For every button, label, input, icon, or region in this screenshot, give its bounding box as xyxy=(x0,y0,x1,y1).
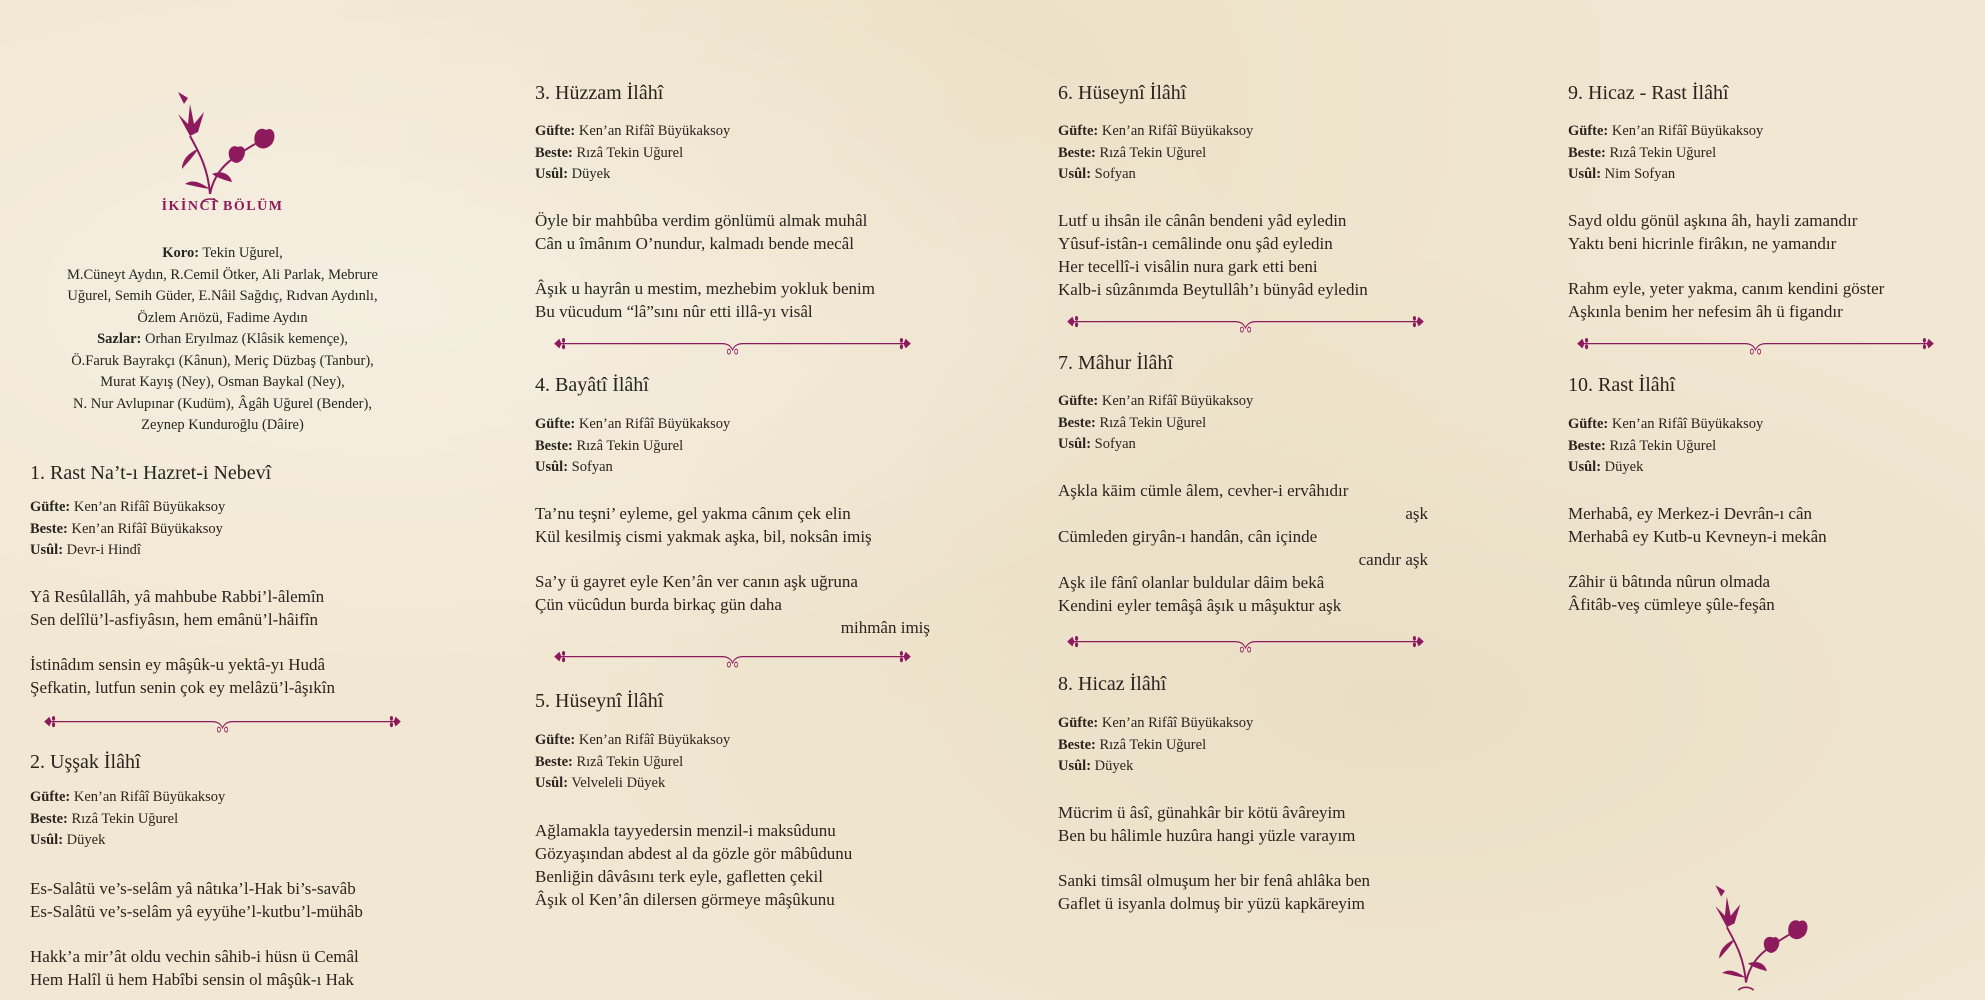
verse-line: Merhabâ, ey Merkez-i Devrân-ı cân xyxy=(1568,504,1813,523)
verse-line: Her tecellî-i visâlin nura gark etti beni xyxy=(1058,257,1318,276)
piece-verses xyxy=(1058,209,1368,301)
verse-line: Aşkınla benim her nefesim âh ü figandır xyxy=(1568,302,1843,321)
verse-line: Benliğin dâvâsını terk eyle, gafletten çekil xyxy=(535,867,823,886)
beste-label: Beste: xyxy=(1058,736,1096,753)
beste-value: Rızâ Tekin Uğurel xyxy=(67,810,179,827)
usul-value: Sofyan xyxy=(1091,436,1136,452)
verse-line: Bu vücudum “lâ”sını nûr etti illâ-yı visâl xyxy=(535,302,813,321)
column-1 xyxy=(30,0,415,1000)
beste-label: Beste: xyxy=(1568,144,1606,161)
piece-title: 10. Rast İlâhî xyxy=(1568,374,1676,396)
sazlar-lead: Orhan Eryılmaz (Klâsik kemençe), xyxy=(141,331,348,347)
verse-line: Hakk’a mir’ât oldu vechin sâhib-i hüsn ü Cemâl xyxy=(30,947,359,966)
verse-line: Ben bu hâlimle huzûra hangi yüzle varayım xyxy=(1058,826,1356,845)
verse-line: Ta’nu teşni’ eyleme, gel yakma cânım çek elin xyxy=(535,504,851,523)
verse-line: Es-Salâtü ve’s-selâm yâ eyyühe’l-kutbu’l-mühâb xyxy=(30,902,363,921)
beste-value: Rızâ Tekin Uğurel xyxy=(572,437,684,454)
piece-title: 6. Hüseynî İlâhî xyxy=(1058,82,1187,104)
piece-verses xyxy=(1568,502,1827,616)
verse-line: Çün vücûdun burda birkaç gün daha xyxy=(535,595,782,614)
verse-line: Âfitâb-veş cümleye şûle-feşân xyxy=(1568,595,1775,614)
flower-ornament-icon xyxy=(160,74,280,206)
ornamental-divider-icon xyxy=(550,647,915,671)
beste-value: Rızâ Tekin Uğurel xyxy=(1095,144,1207,161)
beste-value: Rızâ Tekin Uğurel xyxy=(1605,144,1717,161)
beste-value: Rızâ Tekin Uğurel xyxy=(572,144,684,161)
gufte-value: Ken’an Rifâî Büyükaksoy xyxy=(575,732,731,748)
beste-value: Rızâ Tekin Uğurel xyxy=(572,753,684,770)
gufte-label: Güfte: xyxy=(30,789,71,805)
gufte-label: Güfte: xyxy=(535,732,576,748)
piece-verses xyxy=(30,585,335,699)
gufte-value: Ken’an Rifâî Büyükaksoy xyxy=(70,499,226,515)
gufte-label: Güfte: xyxy=(1568,416,1609,432)
koro-label: Koro: xyxy=(162,245,200,261)
verse-line: Es-Salâtü ve’s-selâm yâ nâtıka’l-Hak bi’s-savâb xyxy=(30,879,356,898)
koro-lead: Tekin Uğurel, xyxy=(199,245,283,261)
usul-label: Usûl: xyxy=(535,775,569,791)
sazlar-line: N. Nur Avlupınar (Kudüm), Âgâh Uğurel (Bender), xyxy=(73,395,372,412)
usul-value: Düyek xyxy=(63,832,106,848)
verse-line: Şefkatin, lutfun senin çok ey melâzü’l-âşıkîn xyxy=(30,678,335,697)
usul-label: Usûl: xyxy=(1058,166,1092,182)
column-3 xyxy=(1058,0,1428,1000)
verse-line: Rahm eyle, yeter yakma, canım kendini göster xyxy=(1568,279,1885,298)
gufte-label: Güfte: xyxy=(535,416,576,432)
verse-line: candır aşk xyxy=(1358,550,1428,569)
gufte-value: Ken’an Rifâî Büyükaksoy xyxy=(1098,715,1254,731)
verse-line: Sa’y ü gayret eyle Ken’ân ver canın aşk uğruna xyxy=(535,572,858,591)
verse-line: Cümleden giryân-ı handân, cân içinde xyxy=(1058,527,1318,546)
beste-label: Beste: xyxy=(535,437,573,454)
verse-line: Sayd oldu gönül aşkına âh, hayli zamandır xyxy=(1568,211,1858,230)
verse-line: mihmân imiş xyxy=(840,618,930,637)
verse-line: Hem Halîl ü hem Habîbi sensin ol mâşûk-ı Hak xyxy=(30,970,354,989)
piece-credits xyxy=(1568,121,1763,186)
usul-label: Usûl: xyxy=(1058,436,1092,452)
usul-value: Nim Sofyan xyxy=(1601,166,1676,182)
piece-title: 2. Uşşak İlâhî xyxy=(30,751,141,773)
verse-line: Öyle bir mahbûba verdim gönlümü almak muhâl xyxy=(535,211,868,230)
gufte-value: Ken’an Rifâî Büyükaksoy xyxy=(1608,123,1764,139)
part-heading: İKİNCİ BÖLÜM xyxy=(161,199,284,214)
piece-verses xyxy=(1058,479,1428,617)
usul-label: Usûl: xyxy=(1568,166,1602,182)
piece-verses xyxy=(535,819,852,911)
flower-ornament-icon xyxy=(1698,868,1813,994)
beste-value: Rızâ Tekin Uğurel xyxy=(1095,414,1207,431)
verse-line: Âşık ol Ken’ân dilersen görmeye mâşûkunu xyxy=(535,890,835,909)
beste-label: Beste: xyxy=(1058,414,1096,431)
gufte-value: Ken’an Rifâî Büyükaksoy xyxy=(1098,393,1254,409)
koro-line: Özlem Arıözü, Fadime Aydın xyxy=(137,309,308,326)
verse-line: Lutf u ihsân ile cânân bendeni yâd eyledin xyxy=(1058,211,1347,230)
gufte-value: Ken’an Rifâî Büyükaksoy xyxy=(575,416,731,432)
usul-value: Devr-i Hindî xyxy=(63,542,141,558)
piece-title: 4. Bayâtî İlâhî xyxy=(535,374,649,396)
usul-label: Usûl: xyxy=(1058,758,1092,774)
verse-line: Zâhir ü bâtında nûrun olmada xyxy=(1568,572,1771,591)
verse-line: Merhabâ ey Kutb-u Kevneyn-i mekân xyxy=(1568,527,1827,546)
piece-verses xyxy=(30,877,363,991)
gufte-value: Ken’an Rifâî Büyükaksoy xyxy=(575,123,731,139)
beste-label: Beste: xyxy=(30,520,68,537)
beste-value: Rızâ Tekin Uğurel xyxy=(1605,437,1717,454)
verse-line: Cân u îmânım O’nundur, kalmadı bende mecâl xyxy=(535,234,854,253)
verse-line: Mücrim ü âsî, günahkâr bir kötü âvâreyim xyxy=(1058,803,1346,822)
choir-credits xyxy=(30,243,415,437)
ornamental-divider-icon xyxy=(1063,312,1428,336)
usul-value: Sofyan xyxy=(568,459,613,475)
beste-label: Beste: xyxy=(535,753,573,770)
gufte-value: Ken’an Rifâî Büyükaksoy xyxy=(70,789,226,805)
koro-line: M.Cüneyt Aydın, R.Cemil Ötker, Ali Parlak, Mebrure xyxy=(66,266,378,283)
sazlar-label: Sazlar: xyxy=(97,331,142,347)
verse-line: Gözyaşından abdest al da gözle gör mâbûdunu xyxy=(535,844,853,863)
sazlar-line: Murat Kayış (Ney), Osman Baykal (Ney), xyxy=(100,374,345,390)
verse-line: Yaktı beni hicrinle firâkın, ne yamandır xyxy=(1568,234,1837,253)
piece-title: 5. Hüseynî İlâhî xyxy=(535,690,664,712)
verse-line: Sanki timsâl olmuşum her bir fenâ ahlâka ben xyxy=(1058,871,1371,890)
beste-label: Beste: xyxy=(535,144,573,161)
beste-label: Beste: xyxy=(1058,144,1096,161)
verse-line: Yâ Resûlallâh, yâ mahbube Rabbi’l-âlemîn xyxy=(30,587,325,606)
beste-label: Beste: xyxy=(30,810,68,827)
gufte-label: Güfte: xyxy=(535,123,576,139)
column-4 xyxy=(1568,0,1948,1000)
usul-value: Sofyan xyxy=(1091,166,1136,182)
usul-value: Düyek xyxy=(1601,459,1644,475)
verse-line: Ağlamakla tayyedersin menzil-i maksûdunu xyxy=(535,821,836,840)
gufte-label: Güfte: xyxy=(1058,123,1099,139)
gufte-value: Ken’an Rifâî Büyükaksoy xyxy=(1608,416,1764,432)
verse-line: Gaflet ü isyanla dolmuş bir yüzü kapkāreyim xyxy=(1058,894,1365,913)
piece-credits xyxy=(535,414,730,479)
piece-title: 7. Mâhur İlâhî xyxy=(1058,352,1173,374)
gufte-label: Güfte: xyxy=(30,499,71,515)
beste-value: Ken’an Rifâî Büyükaksoy xyxy=(67,520,223,537)
column-2 xyxy=(535,0,930,1000)
usul-label: Usûl: xyxy=(30,542,64,558)
piece-credits xyxy=(30,497,225,562)
piece-verses xyxy=(1568,209,1884,323)
verse-line: aşk xyxy=(1405,504,1428,523)
usul-value: Düyek xyxy=(568,166,611,182)
verse-line: Yûsuf-istân-ı cemâlinde onu şâd eyledin xyxy=(1058,234,1333,253)
piece-credits xyxy=(1058,713,1253,778)
ornamental-divider-icon xyxy=(1573,334,1938,358)
usul-label: Usûl: xyxy=(1568,459,1602,475)
sazlar-line: Zeynep Kunduroğlu (Dâire) xyxy=(141,417,304,433)
verse-line: Kalb-i sûzânımda Beytullâh’ı bünyâd eyledin xyxy=(1058,280,1368,299)
ornamental-divider-icon xyxy=(550,334,915,358)
piece-credits xyxy=(1058,391,1253,456)
beste-value: Rızâ Tekin Uğurel xyxy=(1095,736,1207,753)
piece-title: 9. Hicaz - Rast İlâhî xyxy=(1568,82,1729,104)
usul-label: Usûl: xyxy=(535,459,569,475)
ornamental-divider-icon xyxy=(40,712,405,736)
gufte-value: Ken’an Rifâî Büyükaksoy xyxy=(1098,123,1254,139)
sazlar-line: Ö.Faruk Bayrakçı (Kânun), Meriç Düzbaş (Tanbur), xyxy=(71,352,374,369)
usul-label: Usûl: xyxy=(30,832,64,848)
piece-title: 8. Hicaz İlâhî xyxy=(1058,673,1167,695)
piece-credits xyxy=(1058,121,1253,186)
piece-credits xyxy=(535,730,730,795)
verse-line: İstinâdım sensin ey mâşûk-u yektâ-yı Hudâ xyxy=(30,655,326,674)
piece-title: 3. Hüzzam İlâhî xyxy=(535,82,664,104)
beste-label: Beste: xyxy=(1568,437,1606,454)
piece-credits xyxy=(1568,414,1763,479)
verse-line: Kül kesilmiş cismi yakmak aşka, bil, noksân imiş xyxy=(535,527,872,546)
gufte-label: Güfte: xyxy=(1058,393,1099,409)
usul-value: Düyek xyxy=(1091,758,1134,774)
piece-credits xyxy=(30,787,225,852)
verse-line: Aşk ile fânî olanlar buldular dâim bekâ xyxy=(1058,573,1325,592)
ornamental-divider-icon xyxy=(1063,632,1428,656)
usul-label: Usûl: xyxy=(535,166,569,182)
piece-credits xyxy=(535,121,730,186)
piece-verses xyxy=(535,502,930,639)
verse-line: Aşkla kāim cümle âlem, cevher-i ervâhıdır xyxy=(1058,481,1349,500)
gufte-label: Güfte: xyxy=(1568,123,1609,139)
verse-line: Âşık u hayrân u mestim, mezhebim yokluk benim xyxy=(535,279,875,298)
verse-line: Kendini eyler temâşâ âşık u mâşuktur aşk xyxy=(1058,596,1342,615)
verse-line: Sen delîlü’l-asfiyâsın, hem emânü’l-hâifîn xyxy=(30,610,318,629)
piece-verses xyxy=(1058,801,1370,915)
koro-line: Uğurel, Semih Güder, E.Nâil Sağdıç, Rıdvan Aydınlı, xyxy=(67,288,378,304)
piece-title: 1. Rast Na’t-ı Hazret-i Nebevî xyxy=(30,462,272,484)
piece-verses xyxy=(535,209,875,323)
usul-value: Velveleli Düyek xyxy=(568,775,666,791)
gufte-label: Güfte: xyxy=(1058,715,1099,731)
